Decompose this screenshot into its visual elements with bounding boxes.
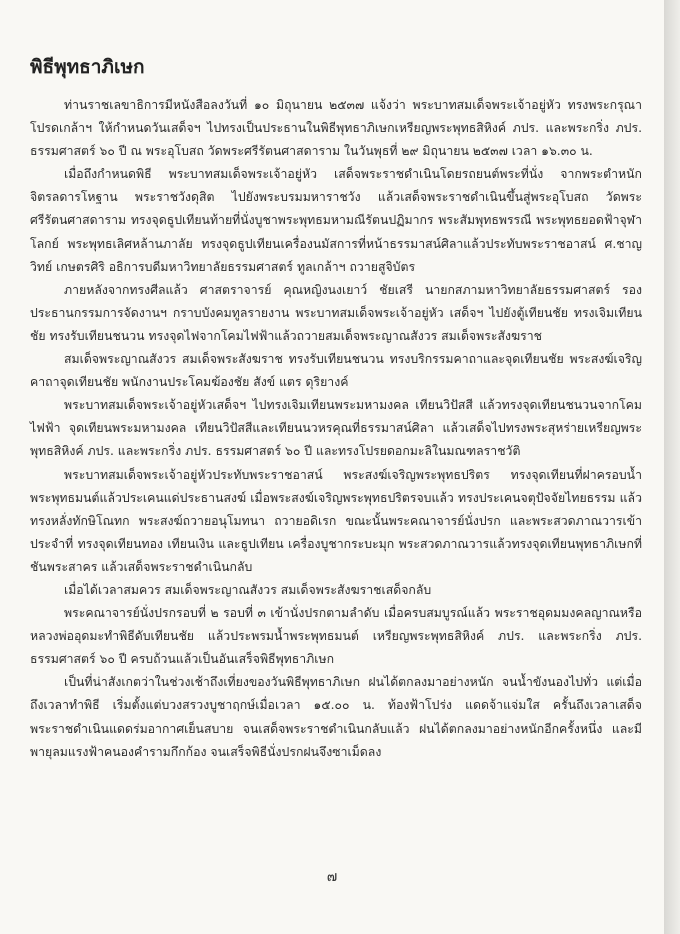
paragraph: พระบาทสมเด็จพระเจ้าอยู่หัวเสด็จฯ ไปทรงเจิมเทียนพระมหามงคล เทียนวิปัสสี แล้วทรงจุดเทียนชนวนจากโคมไฟฟ้า จุดเทียนพระมหามงคล เทียนวิปัสสีและเทียนนวหรคุณที่ธรรมาสน์ศิลา แล้วเสด็จไปทรงพระสุหร่ายเหรียญพระพุทธสิหิงค์ ภปร. และพระกริ่ง ภปร. ธรรมศาสตร์ ๖๐ ปี และทรงโปรยดอกมะลิในมณฑลราชวัติ bbox=[30, 398, 642, 459]
paragraph: สมเด็จพระญาณสังวร สมเด็จพระสังฆราช ทรงรับเทียนชนวน ทรงบริกรรมคาถาและจุดเทียนชัย พระสงฆ์เจริญคาถาจุดเทียนชัย พนักงานประโคมฆ้องชัย สังข์ แตร ดุริยางค์ bbox=[30, 352, 642, 390]
paragraph: พระบาทสมเด็จพระเจ้าอยู่หัวประทับพระราชอาสน์ พระสงฆ์เจริญพระพุทธปริตร ทรงจุดเทียนที่ฝาครอบน้ำพระพุทธมนต์แล้วประเคนแด่ประธานสงฆ์ เมื่อพระสงฆ์เจริญพระพุทธปริตรจบแล้ว ทรงประเคนจตุปัจจัยไทยธรรม แล้วทรงหลั่งทักษิโณทก พระสงฆ์ถวายอนุโมทนา ถวายอดิเรก ขณะนั้นพระคณาจารย์นั่งปรก และพระสวดภาณวารเข้าประจำที่ ทรงจุดเทียนทอง เทียนเงิน และธูปเทียน เครื่องบูชากระบะมุก พระสวดภาณวารแล้วทรงจุดเทียนพุทธาภิเษกที่ชันพระสาคร แล้วเสด็จพระราชดำเนินกลับ bbox=[30, 467, 642, 574]
page-edge bbox=[664, 0, 680, 934]
paragraph: พระคณาจารย์นั่งปรกรอบที่ ๒ รอบที่ ๓ เข้านั่งปรกตามลำดับ เมื่อครบสมบูรณ์แล้ว พระราชอุดมมงคลญาณหรือหลวงพ่ออุดมะทำพิธีดับเทียนชัย แล้วประพรมน้ำพระพุทธมนต์ เหรียญพระพุทธสิหิงค์ ภปร. และพระกริ่ง ภปร. ธรรมศาสตร์ ๖๐ ปี ครบถ้วนแล้วเป็นอันเสร็จพิธีพุทธาภิเษก bbox=[30, 606, 642, 667]
page-title: พิธีพุทธาภิเษก bbox=[30, 56, 145, 78]
paragraph: เมื่อได้เวลาสมควร สมเด็จพระญาณสังวร สมเด็จพระสังฆราชเสด็จกลับ bbox=[64, 582, 432, 597]
paragraph: เป็นที่น่าสังเกตว่าในช่วงเช้าถึงเที่ยงของวันพิธีพุทธาภิเษก ฝนได้ตกลงมาอย่างหนัก จนน้ำขังนองไปทั่ว แต่เมื่อถึงเวลาทำพิธี เริ่มตั้งแต่บวงสรวงบูชาฤกษ์เมื่อเวลา ๑๕.๐๐ น. ท้องฟ้าโปร่ง แดดจ้าแจ่มใส ครั้นถึงเวลาเสด็จพระราชดำเนินแดดร่มอากาศเย็นสบาย จนเสด็จพระราชดำเนินกลับแล้ว ฝนได้ตกลงมาอย่างหนักอีกครั้งหนึ่ง และมีพายุลมแรงฟ้าคนองคำรามกึกก้อง จนเสร็จพิธีนั่งปรกฝนจึงซาเม็ดลง bbox=[30, 675, 642, 759]
paragraph: ภายหลังจากทรงศีลแล้ว ศาสตราจารย์ คุณหญิงนงเยาว์ ชัยเสรี นายกสภามหาวิทยาลัยธรรมศาสตร์ รองประธานกรรมการจัดงานฯ กราบบังคมทูลรายงาน พระบาทสมเด็จพระเจ้าอยู่หัว เสด็จฯ ไปยังตู้เทียนชัย ทรงเจิมเทียนชัย ทรงรับเทียนชนวน ทรงจุดไฟจากโคมไฟฟ้าแล้วถวายสมเด็จพระญาณสังวร สมเด็จพระสังฆราช bbox=[30, 282, 642, 343]
paragraph: เมื่อถึงกำหนดพิธี พระบาทสมเด็จพระเจ้าอยู่หัว เสด็จพระราชดำเนินโดยรถยนต์พระที่นั่ง จากพระตำหนักจิตรลดารโหฐาน พระราชวังดุสิต ไปยังพระบรมมหาราชวัง แล้วเสด็จพระราชดำเนินขึ้นสู่พระอุโบสถ วัดพระศรีรัตนศาสดาราม ทรงจุดธูปเทียนท้ายที่นั่งบูชาพระพุทธมหามณีรัตนปฏิมากร พระสัมพุทธพรรณี พระพุทธยอดฟ้าจุฬาโลกย์ พระพุทธเลิศหล้านภาลัย ทรงจุดธูปเทียนเครื่องนมัสการที่หน้าธรรมาสน์ศิลาแล้วประทับพระราชอาสน์ ศ.ชาญวิทย์ เกษตรศิริ อธิการบดีมหาวิทยาลัยธรรมศาสตร์ ทูลเกล้าฯ ถวายสูจิบัตร bbox=[30, 167, 642, 274]
paragraph: ท่านราชเลขาธิการมีหนังสือลงวันที่ ๑๐ มิถุนายน ๒๕๓๗ แจ้งว่า พระบาทสมเด็จพระเจ้าอยู่หัว ทรงพระกรุณาโปรดเกล้าฯ ให้กำหนดวันเสด็จฯ ไปทรงเป็นประธานในพิธีพุทธาภิเษกเหรียญพระพุทธสิหิงค์ ภปร. และพระกริ่ง ภปร. ธรรมศาสตร์ ๖๐ ปี ณ พระอุโบสถ วัดพระศรีรัตนศาสดาราม ในวันพุธที่ ๒๙ มิถุนายน ๒๕๓๗ เวลา ๑๖.๓๐ น. bbox=[30, 98, 642, 159]
page-number: ๗ bbox=[326, 869, 338, 885]
body-text bbox=[30, 94, 642, 764]
